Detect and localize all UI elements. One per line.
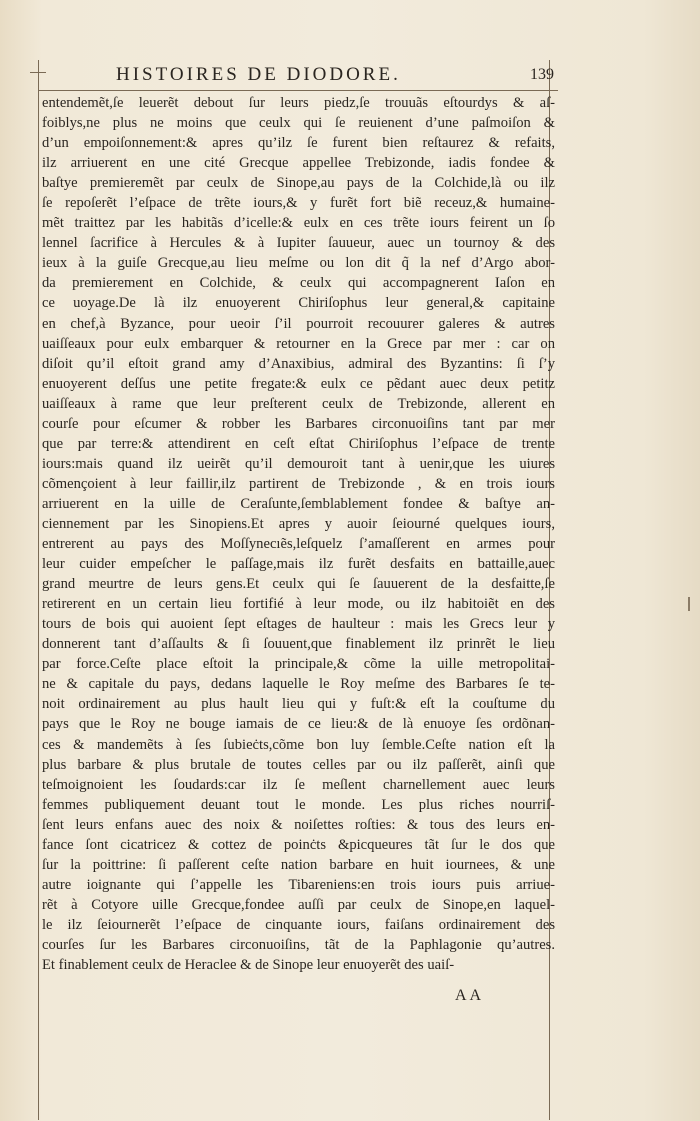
page-number: 139 [530,66,554,83]
text-line: femmes publiquement deuant tout le monde. Les plus riches nourriſ- [42,796,555,813]
text-line: en chef,à Byzance, pour ueoir ſ’il pourroit recouurer galeres & autres [42,315,555,332]
text-line: ilz arriuerent en une cité Grecque appellee Trebizonde, iadis fondee & [42,155,555,172]
text-line: baſtye premieremẽt par ceulx de Sinope,au pays de la Colchide,là ou ilz [42,175,555,192]
text-line: entendemẽt,ſe leuerẽt debout ſur leurs piedz,ſe trouuãs eſtourdys & aſ- [42,95,555,111]
text-line: teſmoignoient les ſoudards:car ilz ſe meſlent charnellement auec leurs [42,776,555,793]
text-line: ce uoyage.De là ilz enuoyerent Chiriſophus leur general,& capitaine [42,295,555,312]
text-line: ces & mandemẽts à ſes ſubieċts,cõme bon luy ſemble.Ceſte nation eſt la [42,736,555,753]
text-line: rẽt à Cotyore uille Grecque,fondee auſſi par ceulx de Sinope,en laquel- [42,896,555,913]
text-line: plus barbare & plus brutale de toutes celles par ou ilz paſſerẽt, ainſi que [42,756,555,773]
text-line: mẽt traittez par les habitãs d’icelle:& eulx en ces trẽte iours feirent un ſo [42,215,555,232]
text-line: donnerent tant d’aſſaults & ſi ſouuent,que finablement ilz prinrẽt le lieu [42,636,555,653]
body-text [42,93,555,975]
text-line: courſe pour eſcumer & robber les Barbares circonuoiſins tant par mer [42,415,555,432]
text-line: uaiſſeaux à rame que leur preſterent ceulx de Trebizonde, allerent en [42,395,555,412]
left-margin-rule [38,60,39,1120]
text-line: par force.Ceſte place eſtoit la principale,& cõme la uille metropolitai- [42,656,555,673]
text-line: lennel ſacrifice à Hercules & à Iupiter ſauueur, auec un tournoy & des [42,235,555,252]
text-line: ieux à la guiſe Grecque,au lieu meſme ou lon dit q̃ la nef d’Argo abor- [42,255,555,272]
text-line: retirerent en un certain lieu fortifié à leur mode, ou ilz habitoiẽt en des [42,596,555,613]
text-line: tours de bois qui auoient ſept eſtages de haulteur : mais les Grecs leur y [42,616,555,633]
text-line: grand meurtre de leurs gens.Et ceulx qui ſe ſauuerent de la desfaitte,ſe [42,576,555,593]
text-line: leur cuider empeſcher le paſſage,mais ilz furẽt desfaits en battaille,auec [42,556,555,573]
text-line: que par terre:& attendirent en ceſt eſtat Chiriſophus l’eſpace de trente [42,435,555,452]
text-line: iours:mais quand ilz ueirẽt qu’il demouroit tant à uenir,que les uiures [42,455,555,472]
text-line: diſoit qu’il eſtoit grand amy d’Anaxibius, admiral des Byzantins: ſi ſ’y [42,355,555,372]
page-header [38,60,558,91]
text-line: cõmençoient à leur faillir,ilz partirent de Trebizonde , & en trois iours [42,475,555,492]
text-line: ſent leurs enfans auec des noix & noiſettes roſties: & tous des leurs en- [42,816,555,833]
text-line: autre ioignante qui ſ’appelle les Tibareniens:en trois iours puis arriue- [42,876,555,893]
text-line: entrerent au pays des Moſſynecıẽs,leſquelz ſ’amaſſerent en armes pour [42,536,555,553]
text-line: ſe repoſerẽt l’eſpace de trẽte iours,& y furẽt fort biẽ receuz,& humaine- [42,195,555,212]
margin-mark [688,597,690,611]
catchword-signature: AA [455,987,485,1004]
text-line: uaiſſeaux pour eulx embarquer & retourner en la Grece par mer : car on [42,335,555,352]
running-title: HISTOIRES DE DIODORE. [116,64,401,85]
text-line: arriuerent en la uille de Ceraſunte,ſemblablement fondee & baſtye an- [42,495,555,512]
text-line: foiblys,ne plus ne moins que ceulx qui ſe reuienent d’une paſmoiſon & [42,115,555,132]
text-line: da premierement en Colchide, & ceulx qui accompagnerent Iaſon en [42,275,555,292]
text-line: enuoyerent deſſus une petite fregate:& eulx ce pẽdant auec deux petitz [42,375,555,392]
text-line: fance ſont cicatricez & cottez de poinċts &picqueures tãt ſur le dos que [42,836,555,853]
text-line: ne & capitale du pays, dedans laquelle le Roy meſme des Barbares ſe te- [42,676,555,693]
text-line: Et finablement ceulx de Heraclee & de Sinope leur enuoyerẽt des uaiſ- [42,957,455,974]
text-line: le ilz ſeiournerẽt l’eſpace de cinquante iours, faiſans ordinairement des [42,916,555,933]
text-line: pays que le Roy ne bouge iamais de ce lieu:& de là enuoye ſes ordõnan- [42,716,555,733]
text-line: ſur la poittrine: ſi paſſerent ceſte nation barbare en huit iournees, & une [42,856,555,873]
text-line: noit ordinairement au plus hault lieu qui y fuſt:& eſt la couſtume du [42,696,555,713]
header-tick [30,72,46,73]
text-line: courſes ſur les Barbares circonuoiſins, tãt de la Paphlagonie qu’autres. [42,936,555,953]
text-line: ciennement par les Sinopiens.Et apres y auoir ſeiourné quelques iours, [42,515,555,532]
text-line: d’un empoiſonnement:& apres qu’ilz ſe furent bien reſtaurez & refaits, [42,135,555,152]
